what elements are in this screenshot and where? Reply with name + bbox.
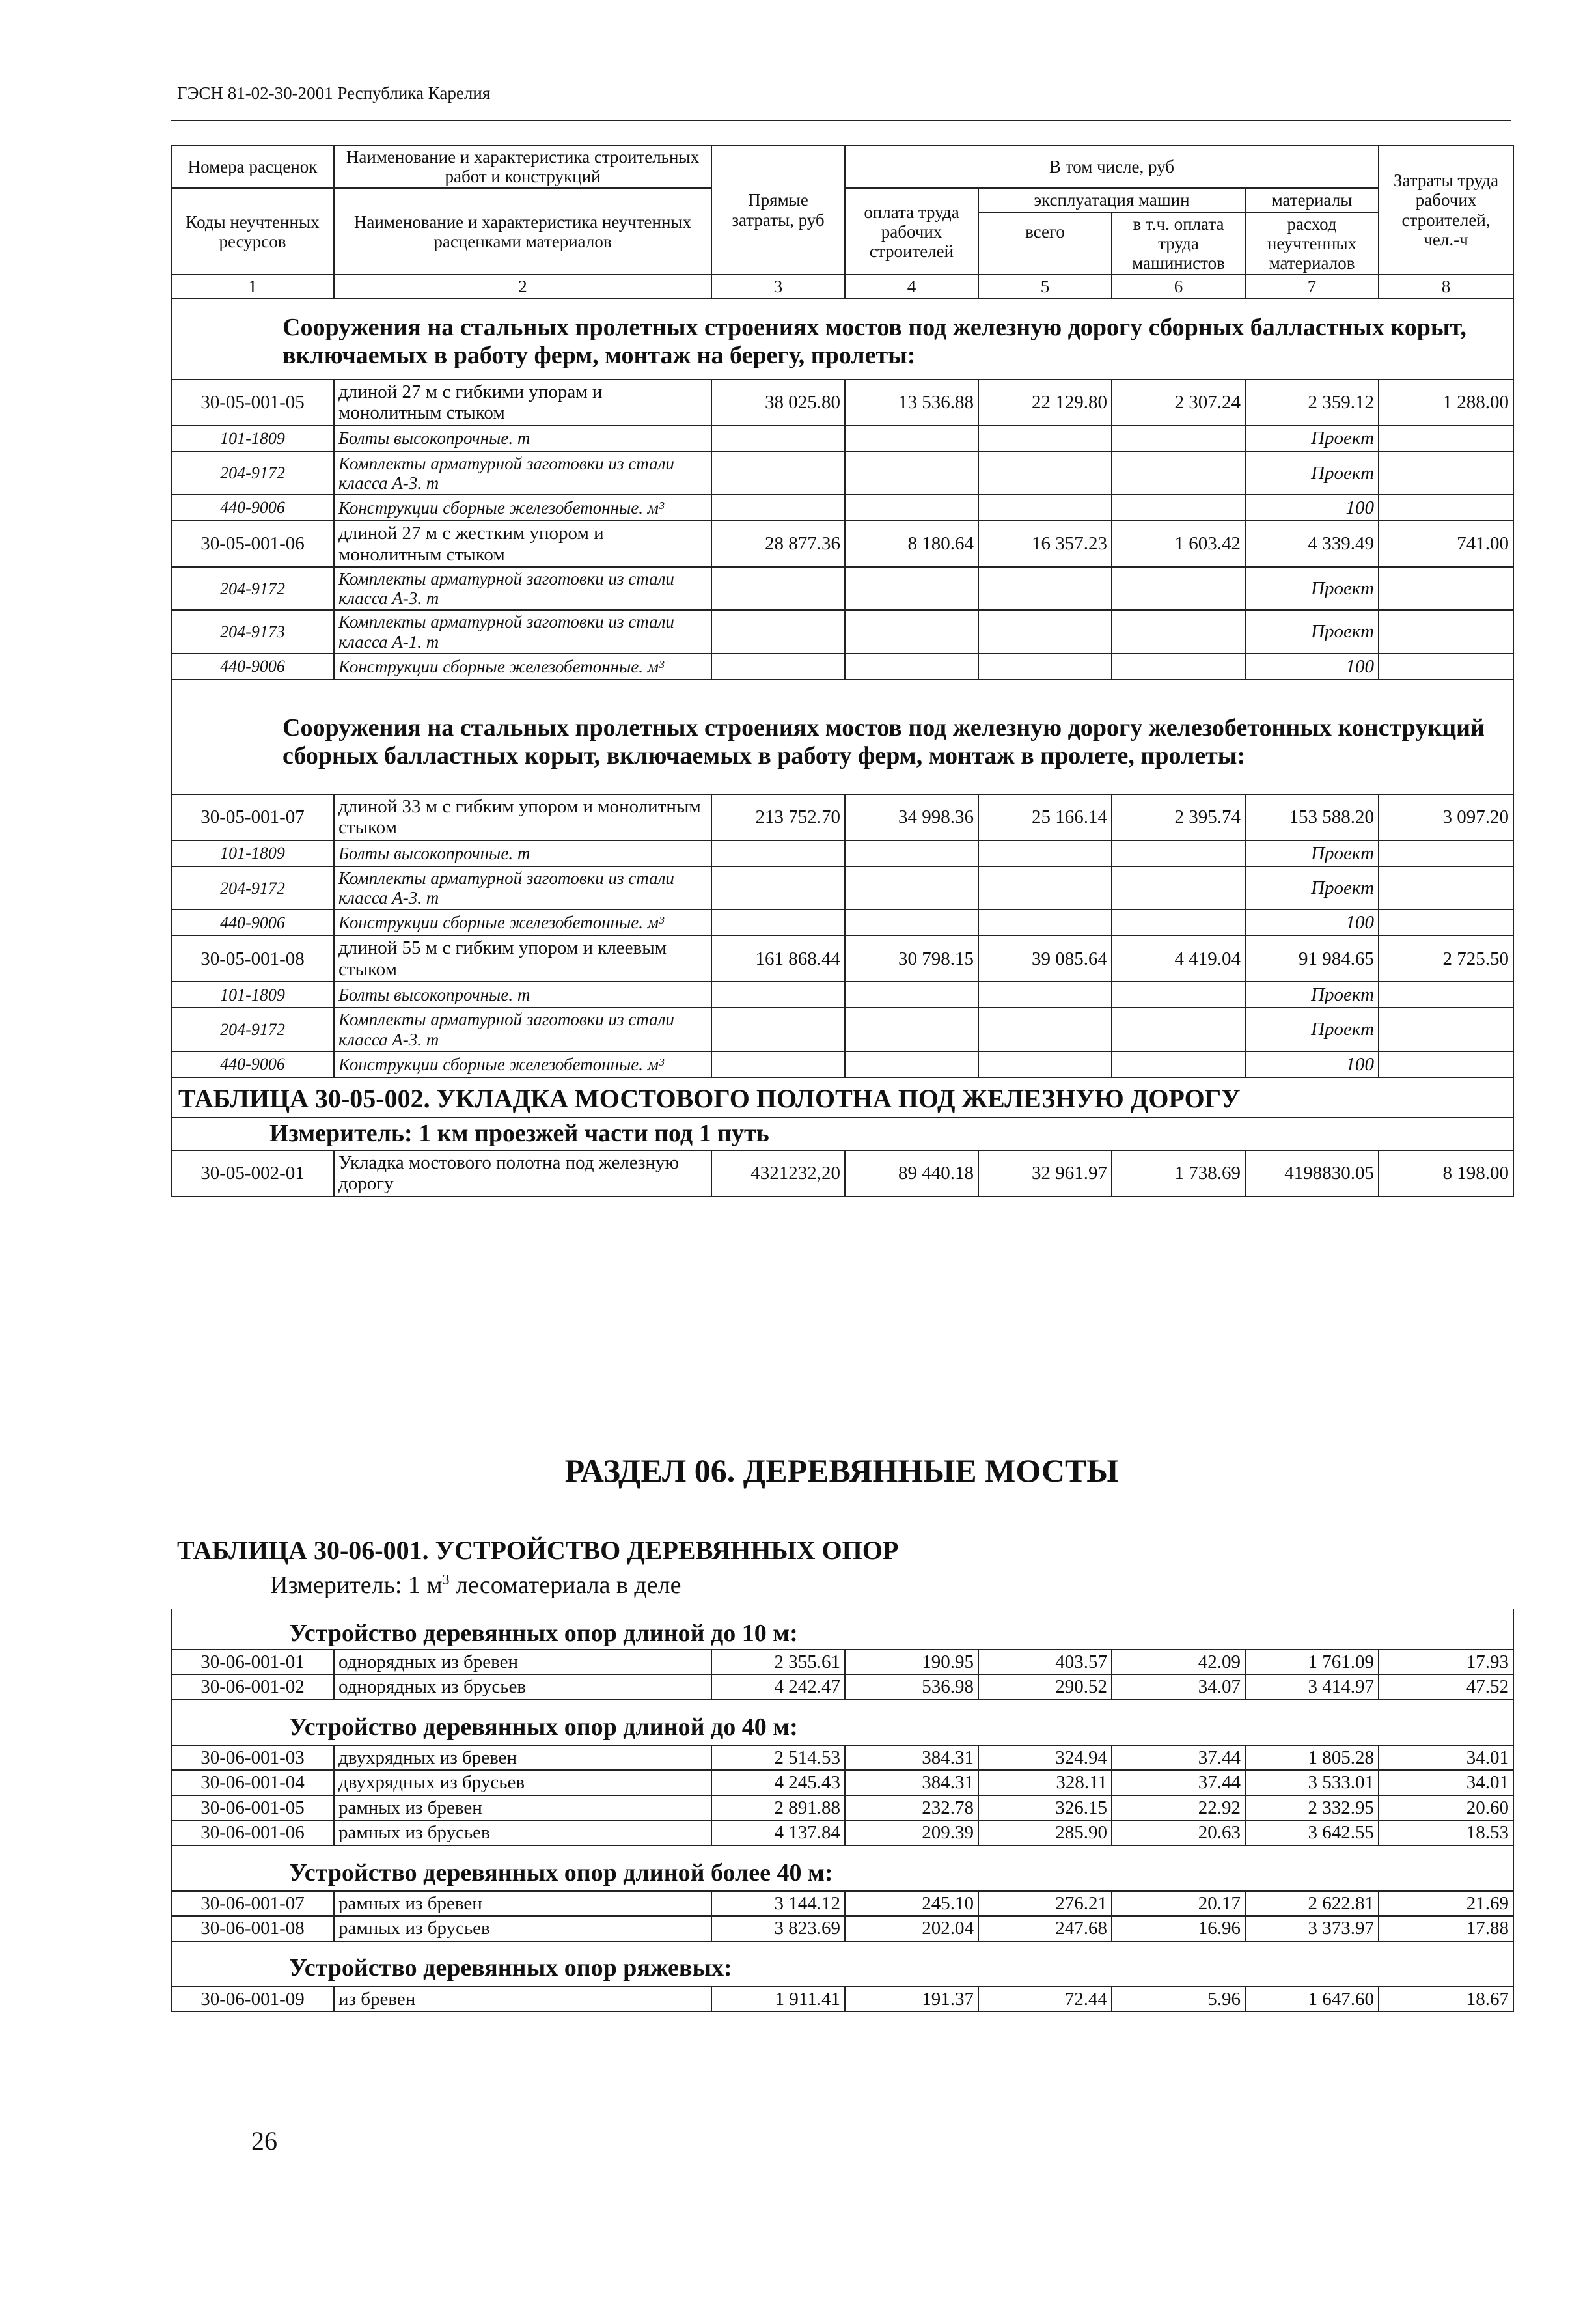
machinist-labor-cost: 34.07 — [1112, 1674, 1245, 1699]
resource-row — [171, 567, 1513, 610]
empty-cell — [1112, 1008, 1245, 1051]
rate-name: однорядных из брусьев — [334, 1674, 711, 1699]
labor-cost: 30 798.15 — [845, 935, 978, 982]
rate-name: рамных из бревен — [334, 1795, 711, 1820]
resource-value: Проект — [1245, 426, 1379, 452]
column-number: 6 — [1112, 275, 1245, 298]
rate-row — [171, 794, 1513, 840]
rate-row — [171, 521, 1513, 567]
rate-code: 30-06-001-01 — [171, 1650, 334, 1674]
column-number: 4 — [845, 275, 978, 298]
page-number: 26 — [251, 2126, 277, 2155]
col1-bottom-header: Коды неучтенных ресурсов — [171, 188, 334, 275]
table-002-measure-row — [171, 1118, 1513, 1150]
labor-cost: 34 998.36 — [845, 794, 978, 840]
labor-cost: 384.31 — [845, 1770, 978, 1795]
empty-cell — [1379, 909, 1513, 935]
labor-hours: 17.93 — [1379, 1650, 1513, 1674]
rate-code: 30-06-001-07 — [171, 1891, 334, 1916]
resource-code: 440-9006 — [171, 909, 334, 935]
resource-value: Проект — [1245, 840, 1379, 866]
empty-cell — [1112, 426, 1245, 452]
resource-code: 204-9172 — [171, 1008, 334, 1051]
machinist-labor-cost: 1 603.42 — [1112, 521, 1245, 567]
rate-row — [171, 1745, 1513, 1770]
col2-top-header: Наименование и характеристика строительных работ и конструкций — [334, 145, 711, 188]
empty-cell — [1379, 1051, 1513, 1077]
group-title: Устройство деревянных опор ряжевых: — [171, 1941, 1513, 1987]
resource-code: 204-9172 — [171, 567, 334, 610]
measure-suffix: лесоматериала в деле — [449, 1571, 681, 1599]
material-cost: 2 332.95 — [1245, 1795, 1379, 1820]
material-cost: 4 339.49 — [1245, 521, 1379, 567]
machine-cost: 326.15 — [978, 1795, 1112, 1820]
empty-cell — [978, 567, 1112, 610]
resource-row — [171, 452, 1513, 495]
resource-row — [171, 866, 1513, 909]
machine-cost: 32 961.97 — [978, 1150, 1112, 1197]
empty-cell — [711, 495, 845, 521]
resource-code: 204-9173 — [171, 610, 334, 653]
table-002-title-row — [171, 1077, 1513, 1118]
material-cost: 1 647.60 — [1245, 1987, 1379, 2012]
resource-code: 101-1809 — [171, 840, 334, 866]
resource-row — [171, 1051, 1513, 1077]
resource-value: Проект — [1245, 982, 1379, 1008]
material-cost: 2 359.12 — [1245, 380, 1379, 426]
rate-name: двухрядных из бревен — [334, 1745, 711, 1770]
rate-name: длиной 27 м с жестким упором и монолитным стыком — [334, 521, 711, 567]
labor-hours: 34.01 — [1379, 1770, 1513, 1795]
resource-name: Комплекты арматурной заготовки из стали класса А-3. т — [334, 866, 711, 909]
empty-cell — [845, 452, 978, 495]
rate-name: рамных из бревен — [334, 1891, 711, 1916]
labor-cost: 245.10 — [845, 1891, 978, 1916]
rate-code: 30-05-002-01 — [171, 1150, 334, 1197]
rate-name: из бревен — [334, 1987, 711, 2012]
empty-cell — [1112, 452, 1245, 495]
machinist-labor-cost: 42.09 — [1112, 1650, 1245, 1674]
labor-cost: 536.98 — [845, 1674, 978, 1699]
section-2-title: Сооружения на стальных пролетных строениях мостов под железную дорогу железобетонных конструкций сборных балластных корыт, включаемых в работу ферм, монтаж в пролете, пролеты: — [171, 680, 1513, 794]
machine-cost: 16 357.23 — [978, 521, 1112, 567]
rate-name: рамных из брусьев — [334, 1916, 711, 1941]
col3-header: Прямые затраты, руб — [711, 145, 845, 275]
resource-row — [171, 426, 1513, 452]
rate-row — [171, 1987, 1513, 2012]
table-002-measure: Измеритель: 1 км проезжей части под 1 путь — [171, 1118, 1513, 1150]
rate-code: 30-06-001-02 — [171, 1674, 334, 1699]
material-cost: 1 805.28 — [1245, 1745, 1379, 1770]
resource-name: Конструкции сборные железобетонные. м³ — [334, 495, 711, 521]
empty-cell — [711, 654, 845, 680]
rate-row — [171, 1650, 1513, 1674]
rate-row — [171, 1770, 1513, 1795]
labor-cost: 191.37 — [845, 1987, 978, 2012]
rate-name: двухрядных из брусьев — [334, 1770, 711, 1795]
labor-cost: 232.78 — [845, 1795, 978, 1820]
empty-cell — [845, 1008, 978, 1051]
empty-cell — [845, 866, 978, 909]
direct-cost: 4 242.47 — [711, 1674, 845, 1699]
labor-cost: 209.39 — [845, 1820, 978, 1845]
rate-row — [171, 1795, 1513, 1820]
empty-cell — [845, 982, 978, 1008]
machinist-labor-cost: 5.96 — [1112, 1987, 1245, 2012]
col7-header: расход неучтенных материалов — [1267, 214, 1357, 273]
column-number: 3 — [711, 275, 845, 298]
col8-header: Затраты труда рабочих строителей, чел.-ч — [1379, 145, 1513, 275]
rate-row — [171, 1820, 1513, 1845]
direct-cost: 4 245.43 — [711, 1770, 845, 1795]
labor-hours: 8 198.00 — [1379, 1150, 1513, 1197]
empty-cell — [711, 426, 845, 452]
machinist-labor-cost: 2 307.24 — [1112, 380, 1245, 426]
column-number: 8 — [1379, 275, 1513, 298]
wood-supports-table — [171, 1609, 1514, 2012]
machine-cost: 290.52 — [978, 1674, 1112, 1699]
rate-code: 30-05-001-07 — [171, 794, 334, 840]
group-title-row — [171, 1609, 1513, 1650]
labor-hours: 741.00 — [1379, 521, 1513, 567]
section-1-title: Сооружения на стальных пролетных строениях мостов под железную дорогу сборных балластных корыт, включаемых в работу ферм, монтаж на берегу, пролеты: — [171, 299, 1513, 380]
resource-value: Проект — [1245, 452, 1379, 495]
machine-cost: 403.57 — [978, 1650, 1112, 1674]
resource-row — [171, 1008, 1513, 1051]
group-title: Устройство деревянных опор длиной более 40 м: — [171, 1846, 1513, 1891]
empty-cell — [1112, 866, 1245, 909]
column-number: 7 — [1245, 275, 1379, 298]
direct-cost: 3 823.69 — [711, 1916, 845, 1941]
labor-cost: 8 180.64 — [845, 521, 978, 567]
resource-row — [171, 610, 1513, 653]
labor-cost: 202.04 — [845, 1916, 978, 1941]
resource-name: Болты высокопрочные. т — [334, 840, 711, 866]
machine-cost: 285.90 — [978, 1820, 1112, 1845]
empty-cell — [978, 654, 1112, 680]
header-rule — [171, 120, 1511, 121]
machine-cost: 324.94 — [978, 1745, 1112, 1770]
rates-table — [171, 145, 1514, 1197]
rate-row — [171, 380, 1513, 426]
labor-hours: 18.67 — [1379, 1987, 1513, 2012]
empty-cell — [711, 1008, 845, 1051]
resource-row — [171, 654, 1513, 680]
direct-cost: 4321232,20 — [711, 1150, 845, 1197]
resource-row — [171, 909, 1513, 935]
labor-cost: 190.95 — [845, 1650, 978, 1674]
material-cost: 153 588.20 — [1245, 794, 1379, 840]
machine-cost: 39 085.64 — [978, 935, 1112, 982]
machinist-labor-cost: 1 738.69 — [1112, 1150, 1245, 1197]
labor-hours: 20.60 — [1379, 1795, 1513, 1820]
resource-name: Комплекты арматурной заготовки из стали класса А-3. т — [334, 567, 711, 610]
resource-name: Комплекты арматурной заготовки из стали класса А-1. т — [334, 610, 711, 653]
resource-value: 100 — [1245, 909, 1379, 935]
resource-name: Конструкции сборные железобетонные. м³ — [334, 1051, 711, 1077]
resource-row — [171, 982, 1513, 1008]
empty-cell — [978, 610, 1112, 653]
empty-cell — [1112, 982, 1245, 1008]
empty-cell — [1379, 426, 1513, 452]
empty-cell — [978, 452, 1112, 495]
machinist-labor-cost: 20.17 — [1112, 1891, 1245, 1916]
direct-cost: 28 877.36 — [711, 521, 845, 567]
empty-cell — [978, 1051, 1112, 1077]
empty-cell — [845, 909, 978, 935]
rate-code: 30-06-001-09 — [171, 1987, 334, 2012]
labor-cost: 384.31 — [845, 1745, 978, 1770]
empty-cell — [1112, 567, 1245, 610]
empty-cell — [978, 840, 1112, 866]
col4-header: оплата труда рабочих строителей — [845, 188, 978, 275]
machinist-labor-cost: 37.44 — [1112, 1770, 1245, 1795]
machine-cost: 22 129.80 — [978, 380, 1112, 426]
empty-cell — [1379, 654, 1513, 680]
resource-value: Проект — [1245, 866, 1379, 909]
resource-name: Конструкции сборные железобетонные. м³ — [334, 654, 711, 680]
rate-row — [171, 1891, 1513, 1916]
material-cost: 3 373.97 — [1245, 1916, 1379, 1941]
rate-name: Укладка мостового полотна под железную дорогу — [334, 1150, 711, 1197]
resource-name: Болты высокопрочные. т — [334, 982, 711, 1008]
rate-code: 30-06-001-05 — [171, 1795, 334, 1820]
group-title-row — [171, 1941, 1513, 1987]
material-cost: 91 984.65 — [1245, 935, 1379, 982]
empty-cell — [1379, 452, 1513, 495]
empty-cell — [845, 610, 978, 653]
machine-cost: 276.21 — [978, 1891, 1112, 1916]
machinist-labor-cost: 2 395.74 — [1112, 794, 1245, 840]
material-cost: 3 414.97 — [1245, 1674, 1379, 1699]
empty-cell — [711, 452, 845, 495]
machinist-labor-cost: 37.44 — [1112, 1745, 1245, 1770]
measure-prefix: Измеритель: 1 м — [270, 1571, 443, 1599]
resource-name: Конструкции сборные железобетонные. м³ — [334, 909, 711, 935]
column-number: 1 — [171, 275, 334, 298]
resource-code: 101-1809 — [171, 426, 334, 452]
labor-hours: 47.52 — [1379, 1674, 1513, 1699]
resource-code: 101-1809 — [171, 982, 334, 1008]
resource-row — [171, 495, 1513, 521]
machine-cost: 72.44 — [978, 1987, 1112, 2012]
rate-row — [171, 1150, 1513, 1197]
resource-value: 100 — [1245, 495, 1379, 521]
labor-hours: 2 725.50 — [1379, 935, 1513, 982]
resource-code: 204-9172 — [171, 452, 334, 495]
empty-cell — [845, 1051, 978, 1077]
resource-code: 440-9006 — [171, 495, 334, 521]
machinist-labor-cost: 22.92 — [1112, 1795, 1245, 1820]
labor-hours: 34.01 — [1379, 1745, 1513, 1770]
resource-row — [171, 840, 1513, 866]
labor-cost: 89 440.18 — [845, 1150, 978, 1197]
empty-cell — [711, 610, 845, 653]
resource-value: Проект — [1245, 1008, 1379, 1051]
table-002-title: ТАБЛИЦА 30-05-002. УКЛАДКА МОСТОВОГО ПОЛОТНА ПОД ЖЕЛЕЗНУЮ ДОРОГУ — [171, 1077, 1513, 1118]
machines-header — [978, 188, 1245, 275]
rate-name: длиной 55 м с гибким упором и клеевым стыком — [334, 935, 711, 982]
column-number: 5 — [978, 275, 1112, 298]
labor-hours: 18.53 — [1379, 1820, 1513, 1845]
resource-name: Комплекты арматурной заготовки из стали класса А-3. т — [334, 1008, 711, 1051]
rate-row — [171, 1674, 1513, 1699]
rate-code: 30-06-001-04 — [171, 1770, 334, 1795]
rate-name: длиной 27 м с гибкими упорам и монолитным стыком — [334, 380, 711, 426]
empty-cell — [845, 495, 978, 521]
rate-code: 30-05-001-08 — [171, 935, 334, 982]
table-006-measure — [270, 1571, 681, 1599]
materials-header — [1245, 188, 1379, 275]
empty-cell — [978, 1008, 1112, 1051]
direct-cost: 3 144.12 — [711, 1891, 845, 1916]
direct-cost: 1 911.41 — [711, 1987, 845, 2012]
measure-superscript: 3 — [442, 1571, 450, 1588]
resource-name: Комплекты арматурной заготовки из стали класса А-3. т — [334, 452, 711, 495]
resource-value: 100 — [1245, 654, 1379, 680]
resource-value: 100 — [1245, 1051, 1379, 1077]
empty-cell — [1379, 840, 1513, 866]
col1-top-header: Номера расценок — [171, 145, 334, 188]
machines-label: эксплуатация машин — [979, 189, 1245, 212]
empty-cell — [1112, 1051, 1245, 1077]
material-cost: 3 642.55 — [1245, 1820, 1379, 1845]
direct-cost: 213 752.70 — [711, 794, 845, 840]
empty-cell — [1379, 495, 1513, 521]
labor-cost: 13 536.88 — [845, 380, 978, 426]
group-title-row — [171, 1700, 1513, 1745]
empty-cell — [978, 866, 1112, 909]
empty-cell — [978, 909, 1112, 935]
rate-code: 30-06-001-06 — [171, 1820, 334, 1845]
resource-name: Болты высокопрочные. т — [334, 426, 711, 452]
material-cost: 3 533.01 — [1245, 1770, 1379, 1795]
section-1-title-row — [171, 299, 1513, 380]
material-cost: 1 761.09 — [1245, 1650, 1379, 1674]
labor-hours: 17.88 — [1379, 1916, 1513, 1941]
rate-code: 30-05-001-06 — [171, 521, 334, 567]
col2-bottom-header: Наименование и характеристика неучтенных расценками материалов — [334, 188, 711, 275]
empty-cell — [845, 426, 978, 452]
rate-row — [171, 935, 1513, 982]
empty-cell — [845, 654, 978, 680]
empty-cell — [1112, 909, 1245, 935]
incl-header: В том числе, руб — [845, 145, 1379, 188]
direct-cost: 4 137.84 — [711, 1820, 845, 1845]
machinist-labor-cost: 4 419.04 — [1112, 935, 1245, 982]
col5-header: всего — [979, 213, 1112, 275]
column-number-row — [171, 275, 1513, 298]
empty-cell — [978, 426, 1112, 452]
empty-cell — [711, 567, 845, 610]
group-title-row — [171, 1846, 1513, 1891]
machine-cost: 25 166.14 — [978, 794, 1112, 840]
empty-cell — [711, 909, 845, 935]
rate-code: 30-06-001-08 — [171, 1916, 334, 1941]
labor-hours: 21.69 — [1379, 1891, 1513, 1916]
resource-code: 440-9006 — [171, 1051, 334, 1077]
group-title: Устройство деревянных опор длиной до 10 м: — [171, 1609, 1513, 1650]
razdel-title: РАЗДЕЛ 06. ДЕРЕВЯННЫЕ МОСТЫ — [564, 1452, 1119, 1489]
labor-hours: 3 097.20 — [1379, 794, 1513, 840]
rate-name: однорядных из бревен — [334, 1650, 711, 1674]
empty-cell — [711, 866, 845, 909]
col6-header: в т.ч. оплата труда машинистов — [1132, 214, 1225, 273]
resource-code: 204-9172 — [171, 866, 334, 909]
resource-value: Проект — [1245, 567, 1379, 610]
column-number: 2 — [334, 275, 711, 298]
material-cost: 4198830.05 — [1245, 1150, 1379, 1197]
direct-cost: 2 891.88 — [711, 1795, 845, 1820]
empty-cell — [1112, 840, 1245, 866]
empty-cell — [1379, 982, 1513, 1008]
machinist-labor-cost: 16.96 — [1112, 1916, 1245, 1941]
resource-value: Проект — [1245, 610, 1379, 653]
empty-cell — [711, 982, 845, 1008]
empty-cell — [845, 567, 978, 610]
header-row-1 — [171, 145, 1513, 188]
resource-code: 440-9006 — [171, 654, 334, 680]
direct-cost: 38 025.80 — [711, 380, 845, 426]
rate-code: 30-05-001-05 — [171, 380, 334, 426]
empty-cell — [711, 840, 845, 866]
running-header: ГЭСН 81-02-30-2001 Республика Карелия — [177, 83, 491, 103]
empty-cell — [1379, 866, 1513, 909]
direct-cost: 2 355.61 — [711, 1650, 845, 1674]
empty-cell — [1112, 654, 1245, 680]
materials-label: материалы — [1246, 189, 1378, 212]
empty-cell — [845, 840, 978, 866]
machine-cost: 247.68 — [978, 1916, 1112, 1941]
material-cost: 2 622.81 — [1245, 1891, 1379, 1916]
labor-hours: 1 288.00 — [1379, 380, 1513, 426]
empty-cell — [1379, 567, 1513, 610]
machinist-labor-cost: 20.63 — [1112, 1820, 1245, 1845]
rate-name: рамных из брусьев — [334, 1820, 711, 1845]
empty-cell — [1112, 495, 1245, 521]
empty-cell — [1379, 1008, 1513, 1051]
empty-cell — [978, 495, 1112, 521]
section-2-title-row — [171, 680, 1513, 794]
empty-cell — [1112, 610, 1245, 653]
group-title: Устройство деревянных опор длиной до 40 м: — [171, 1700, 1513, 1745]
empty-cell — [711, 1051, 845, 1077]
direct-cost: 161 868.44 — [711, 935, 845, 982]
rate-code: 30-06-001-03 — [171, 1745, 334, 1770]
direct-cost: 2 514.53 — [711, 1745, 845, 1770]
rate-row — [171, 1916, 1513, 1941]
table-006-title: ТАБЛИЦА 30-06-001. УСТРОЙСТВО ДЕРЕВЯННЫХ ОПОР — [177, 1536, 899, 1565]
machine-cost: 328.11 — [978, 1770, 1112, 1795]
rate-name: длиной 33 м с гибким упором и монолитным стыком — [334, 794, 711, 840]
empty-cell — [978, 982, 1112, 1008]
empty-cell — [1379, 610, 1513, 653]
